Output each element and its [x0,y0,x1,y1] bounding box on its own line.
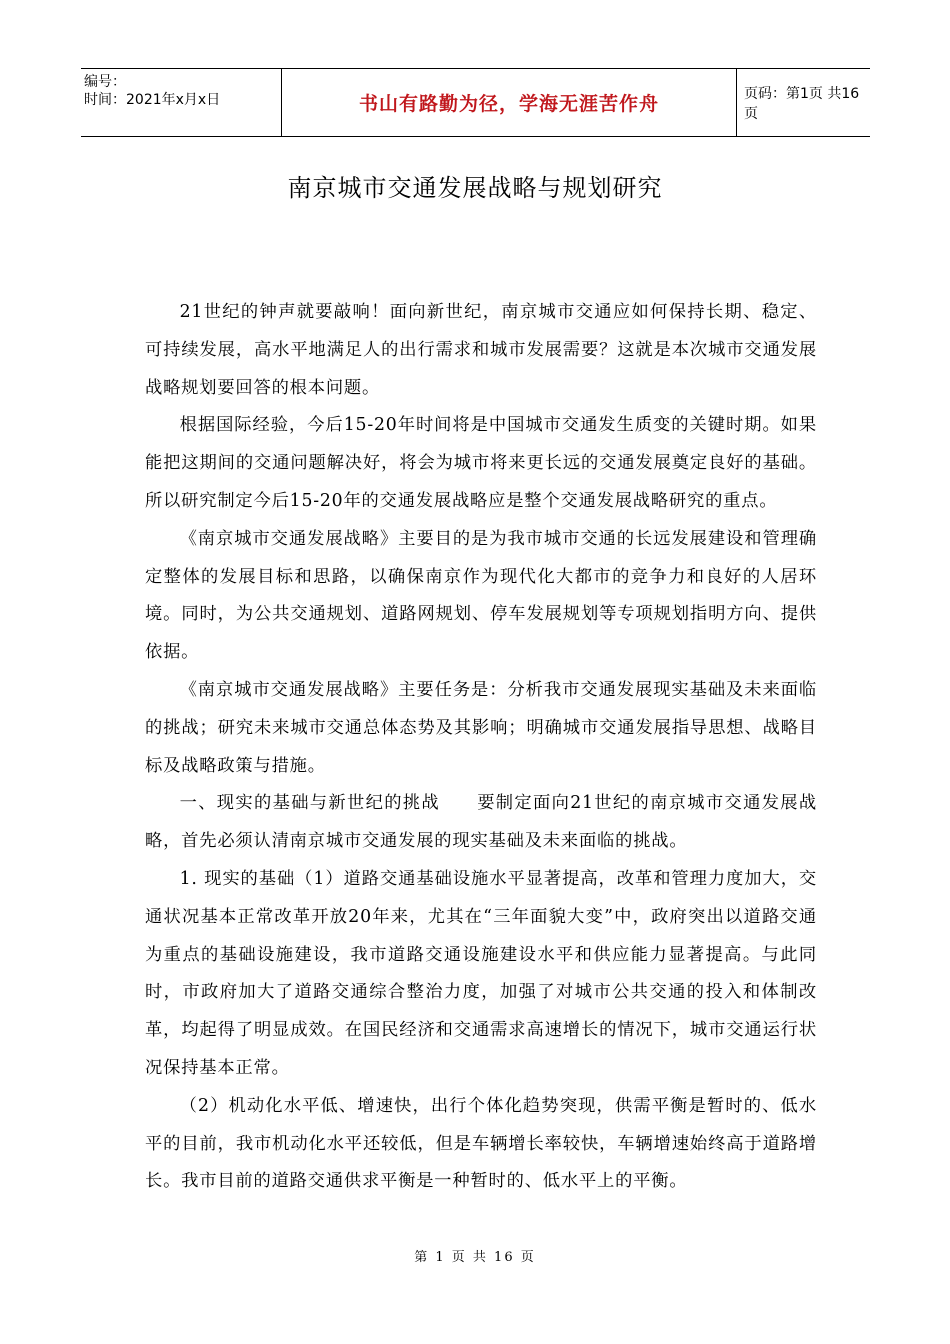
paragraph: 一、现实的基础与新世纪的挑战 要制定面向21世纪的南京城市交通发展战略，首先必须认清南京城市交通发展的现实基础及未来面临的挑战。 [145,793,817,852]
paragraph: 1. 现实的基础（1）道路交通基础设施水平显著提高，改革和管理力度加大，交通状况基本正常改革开放20年来，尤其在“三年面貌大变”中，政府突出以道路交通为重点的基础设施建设，我市道路交通设施建设水平和供应能力显著提高。与此同时，市政府加大了道路交通综合整治力度，加强了对城市公共交通的投入和体制改革，均起得了明显成效。在国民经济和交通需求高速增长的情况下，城市交通运行状况保持基本正常。 [145,868,817,1078]
header-meta [81,69,281,136]
header-page-info [737,69,870,136]
document-body [145,294,817,1201]
document-title: 南京城市交通发展战略与规划研究 [287,174,663,202]
paragraph: 《南京城市交通发展战略》主要目的是为我市城市交通的长远发展建设和管理确定整体的发展目标和思路，以确保南京作为现代化大都市的竞争力和良好的人居环境。同时，为公共交通规划、道路网规划、停车发展规划等专项规划指明方向、提供依据。 [145,528,817,663]
page-footer: 第 1 页 共 16 页 [414,1250,536,1265]
header-motto-cell [281,69,737,136]
motto-text: 书山有路勤为径，学海无涯苦作舟 [358,93,659,115]
paragraph: （2）机动化水平低、增速快，出行个体化趋势突现，供需平衡是暂时的、低水平的目前，我市机动化水平还较低，但是车辆增长率较快，车辆增速始终高于道路增长。我市目前的道路交通供求平衡是一种暂时的、低水平上的平衡。 [145,1095,817,1192]
time-label: 时间：2021年x月x日 [84,92,221,108]
page-info-text: 页码：第1页 共16页 [744,85,860,122]
paragraph: 《南京城市交通发展战略》主要任务是：分析我市交通发展现实基础及未来面临的挑战；研究未来城市交通总体态势及其影响；明确城市交通发展指导思想、战略目标及战略政策与措施。 [145,679,817,776]
header-table [81,68,870,137]
number-label: 编号： [84,74,126,90]
paragraph: 根据国际经验，今后15-20年时间将是中国城市交通发生质变的关键时期。如果能把这期间的交通问题解决好，将会为城市将来更长远的交通发展奠定良好的基础。所以研究制定今后15-20年的交通发展战略应是整个交通发展战略研究的重点。 [145,415,817,511]
paragraph: 21世纪的钟声就要敲响！面向新世纪，南京城市交通应如何保持长期、稳定、可持续发展，高水平地满足人的出行需求和城市发展需要？这就是本次城市交通发展战略规划要回答的根本问题。 [145,302,817,398]
